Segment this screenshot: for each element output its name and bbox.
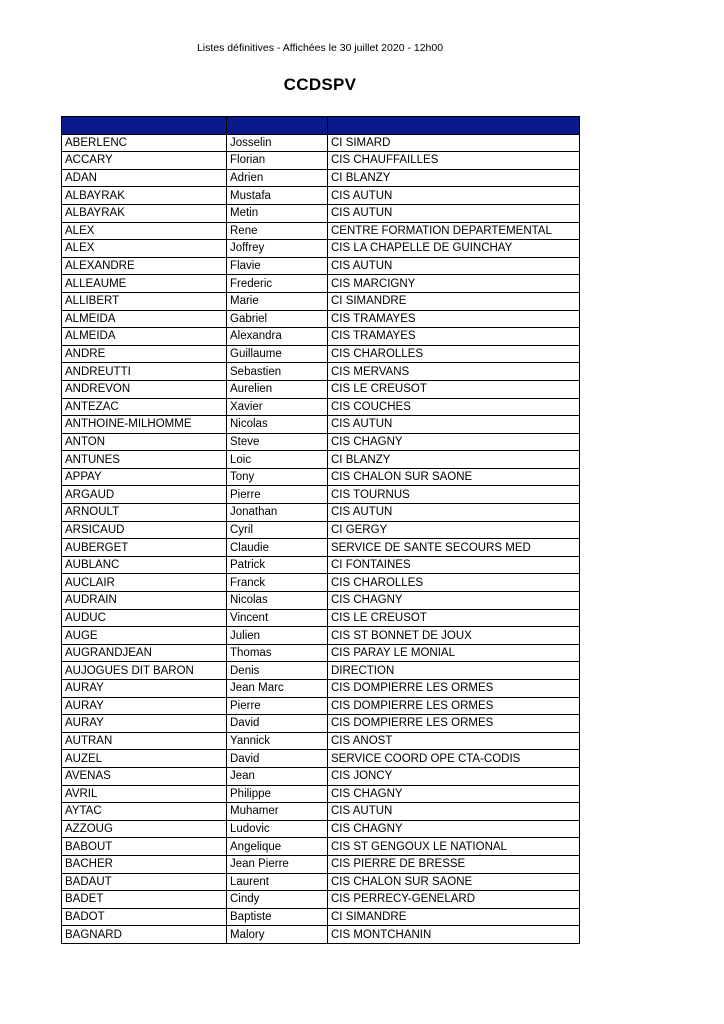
cell-service: CIS PARAY LE MONIAL (328, 644, 580, 662)
table-row (62, 803, 580, 821)
cell-service: CIS CHAROLLES (328, 574, 580, 592)
cell-prenom: Pierre (227, 486, 328, 504)
cell-nom: AUZEL (62, 750, 227, 768)
cell-service: CI SIMANDRE (328, 292, 580, 310)
cell-nom: AUTRAN (62, 732, 227, 750)
table-row (62, 732, 580, 750)
cell-nom: AUJOGUES DIT BARON (62, 662, 227, 680)
cell-prenom: David (227, 715, 328, 733)
cell-nom: ABERLENC (62, 134, 227, 152)
cell-service: CIS JONCY (328, 767, 580, 785)
table-row (62, 750, 580, 768)
table-row (62, 328, 580, 346)
table-row (62, 363, 580, 381)
cell-nom: BABOUT (62, 838, 227, 856)
cell-prenom: Mustafa (227, 187, 328, 205)
table-row (62, 187, 580, 205)
cell-service: CENTRE FORMATION DEPARTEMENTAL (328, 222, 580, 240)
cell-service: CIS CHAGNY (328, 433, 580, 451)
cell-nom: AUBLANC (62, 556, 227, 574)
cell-nom: AZZOUG (62, 820, 227, 838)
cell-prenom: Marie (227, 292, 328, 310)
table-row (62, 662, 580, 680)
table-row (62, 926, 580, 944)
table-row (62, 486, 580, 504)
cell-nom: ANTON (62, 433, 227, 451)
table-row (62, 785, 580, 803)
cell-prenom: Ludovic (227, 820, 328, 838)
cell-prenom: Cindy (227, 891, 328, 909)
cell-nom: BADOT (62, 908, 227, 926)
table-row (62, 169, 580, 187)
cell-nom: ALEX (62, 222, 227, 240)
cell-nom: AUDRAIN (62, 592, 227, 610)
cell-service: CIS DOMPIERRE LES ORMES (328, 697, 580, 715)
cell-prenom: Cyril (227, 521, 328, 539)
column-header-nom: Nom usuel (62, 117, 227, 135)
cell-service: CIS AUTUN (328, 257, 580, 275)
cell-service: CIS CHAUFFAILLES (328, 152, 580, 170)
cell-nom: ALEX (62, 240, 227, 258)
table-row (62, 292, 580, 310)
cell-service: CIS DOMPIERRE LES ORMES (328, 715, 580, 733)
cell-service: SERVICE DE SANTE SECOURS MED (328, 539, 580, 557)
roster-table (61, 116, 580, 944)
table-row (62, 838, 580, 856)
cell-service: CIS AUTUN (328, 204, 580, 222)
cell-service: DIRECTION (328, 662, 580, 680)
cell-prenom: Yannick (227, 732, 328, 750)
cell-nom: ANDREVON (62, 380, 227, 398)
cell-prenom: Flavie (227, 257, 328, 275)
cell-prenom: Nicolas (227, 416, 328, 434)
cell-prenom: Thomas (227, 644, 328, 662)
cell-nom: BAGNARD (62, 926, 227, 944)
cell-service: CI BLANZY (328, 169, 580, 187)
table-row (62, 855, 580, 873)
cell-prenom: Frederic (227, 275, 328, 293)
table-row (62, 873, 580, 891)
cell-service: CIS AUTUN (328, 504, 580, 522)
cell-service: CI SIMANDRE (328, 908, 580, 926)
page-title: CCDSPV (283, 75, 357, 94)
cell-nom: AURAY (62, 715, 227, 733)
cell-prenom: Steve (227, 433, 328, 451)
cell-prenom: Vincent (227, 609, 328, 627)
cell-service: CIS ANOST (328, 732, 580, 750)
table-row (62, 767, 580, 785)
cell-prenom: Gabriel (227, 310, 328, 328)
table-row (62, 204, 580, 222)
table-row (62, 820, 580, 838)
cell-service: CI SIMARD (328, 134, 580, 152)
cell-prenom: Franck (227, 574, 328, 592)
cell-nom: ARSICAUD (62, 521, 227, 539)
table-row (62, 556, 580, 574)
cell-service: CIS AUTUN (328, 187, 580, 205)
cell-service: CI FONTAINES (328, 556, 580, 574)
table-row (62, 539, 580, 557)
table-row (62, 521, 580, 539)
table-row (62, 891, 580, 909)
cell-service: CIS CHAGNY (328, 785, 580, 803)
table-row (62, 416, 580, 434)
cell-nom: AUBERGET (62, 539, 227, 557)
table-row (62, 380, 580, 398)
column-header-prenom: Prénom (227, 117, 328, 135)
cell-service: CIS MONTCHANIN (328, 926, 580, 944)
cell-prenom: Aurelien (227, 380, 328, 398)
table-row (62, 468, 580, 486)
cell-nom: BADAUT (62, 873, 227, 891)
cell-service: CIS MARCIGNY (328, 275, 580, 293)
table-row (62, 134, 580, 152)
cell-prenom: Xavier (227, 398, 328, 416)
cell-nom: ALMEIDA (62, 310, 227, 328)
cell-prenom: Patrick (227, 556, 328, 574)
cell-nom: ANTEZAC (62, 398, 227, 416)
roster-table-header (62, 117, 580, 135)
table-row (62, 644, 580, 662)
cell-nom: ANTUNES (62, 451, 227, 469)
cell-prenom: Laurent (227, 873, 328, 891)
table-row (62, 592, 580, 610)
cell-nom: ALMEIDA (62, 328, 227, 346)
cell-service: CIS AUTUN (328, 803, 580, 821)
cell-prenom: Angelique (227, 838, 328, 856)
cell-service: CI GERGY (328, 521, 580, 539)
cell-service: CIS TRAMAYES (328, 310, 580, 328)
cell-service: SERVICE COORD OPE CTA-CODIS (328, 750, 580, 768)
cell-nom: AUDUC (62, 609, 227, 627)
cell-service: CIS DOMPIERRE LES ORMES (328, 680, 580, 698)
cell-prenom: Jean Marc (227, 680, 328, 698)
cell-nom: AURAY (62, 680, 227, 698)
cell-prenom: Philippe (227, 785, 328, 803)
cell-service: CIS CHAGNY (328, 592, 580, 610)
cell-prenom: Rene (227, 222, 328, 240)
cell-prenom: Claudie (227, 539, 328, 557)
cell-nom: ALBAYRAK (62, 204, 227, 222)
cell-prenom: Josselin (227, 134, 328, 152)
cell-prenom: Nicolas (227, 592, 328, 610)
cell-nom: AVENAS (62, 767, 227, 785)
cell-nom: AVRIL (62, 785, 227, 803)
cell-service: CIS TRAMAYES (328, 328, 580, 346)
cell-prenom: Jean (227, 767, 328, 785)
table-row (62, 680, 580, 698)
table-row (62, 715, 580, 733)
table-row (62, 574, 580, 592)
cell-prenom: Denis (227, 662, 328, 680)
cell-service: CI BLANZY (328, 451, 580, 469)
cell-service: CIS LE CREUSOT (328, 380, 580, 398)
table-row (62, 345, 580, 363)
cell-service: CIS MERVANS (328, 363, 580, 381)
cell-service: CIS ST GENGOUX LE NATIONAL (328, 838, 580, 856)
table-row (62, 240, 580, 258)
cell-prenom: Tony (227, 468, 328, 486)
cell-prenom: Alexandra (227, 328, 328, 346)
cell-nom: ALEXANDRE (62, 257, 227, 275)
cell-nom: AURAY (62, 697, 227, 715)
cell-service: CIS ST BONNET DE JOUX (328, 627, 580, 645)
cell-prenom: Joffrey (227, 240, 328, 258)
cell-prenom: Malory (227, 926, 328, 944)
table-row (62, 310, 580, 328)
table-row (62, 398, 580, 416)
cell-prenom: Jean Pierre (227, 855, 328, 873)
page-subtitle: Listes définitives - Affichées le 30 juillet 2020 - 12h00 (196, 42, 444, 54)
cell-nom: ADAN (62, 169, 227, 187)
cell-nom: ALLEAUME (62, 275, 227, 293)
cell-service: CIS LA CHAPELLE DE GUINCHAY (328, 240, 580, 258)
cell-nom: AUGE (62, 627, 227, 645)
cell-service: CIS PIERRE DE BRESSE (328, 855, 580, 873)
cell-nom: ARNOULT (62, 504, 227, 522)
cell-nom: APPAY (62, 468, 227, 486)
cell-nom: AUCLAIR (62, 574, 227, 592)
cell-nom: ALBAYRAK (62, 187, 227, 205)
cell-nom: ANDREUTTI (62, 363, 227, 381)
table-row (62, 275, 580, 293)
cell-nom: ANDRE (62, 345, 227, 363)
cell-service: CIS TOURNUS (328, 486, 580, 504)
cell-prenom: Baptiste (227, 908, 328, 926)
cell-nom: AUGRANDJEAN (62, 644, 227, 662)
table-row (62, 257, 580, 275)
cell-nom: ARGAUD (62, 486, 227, 504)
cell-prenom: Adrien (227, 169, 328, 187)
cell-prenom: Jonathan (227, 504, 328, 522)
cell-prenom: David (227, 750, 328, 768)
table-row (62, 609, 580, 627)
cell-service: CIS PERRECY-GENELARD (328, 891, 580, 909)
table-row (62, 451, 580, 469)
table-row (62, 627, 580, 645)
cell-nom: ANTHOINE-MILHOMME (62, 416, 227, 434)
table-row (62, 433, 580, 451)
table-row (62, 504, 580, 522)
cell-nom: BACHER (62, 855, 227, 873)
header-row (62, 117, 580, 135)
cell-nom: AYTAC (62, 803, 227, 821)
cell-prenom: Metin (227, 204, 328, 222)
cell-nom: ACCARY (62, 152, 227, 170)
cell-prenom: Muhamer (227, 803, 328, 821)
cell-service: CIS COUCHES (328, 398, 580, 416)
cell-prenom: Loic (227, 451, 328, 469)
cell-prenom: Florian (227, 152, 328, 170)
table-row (62, 908, 580, 926)
cell-prenom: Pierre (227, 697, 328, 715)
table-row (62, 152, 580, 170)
cell-prenom: Julien (227, 627, 328, 645)
cell-service: CIS CHALON SUR SAONE (328, 873, 580, 891)
cell-nom: BADET (62, 891, 227, 909)
cell-nom: ALLIBERT (62, 292, 227, 310)
cell-prenom: Guillaume (227, 345, 328, 363)
column-header-service: Service affectation (328, 117, 580, 135)
table-row (62, 222, 580, 240)
cell-service: CIS CHALON SUR SAONE (328, 468, 580, 486)
cell-service: CIS CHAGNY (328, 820, 580, 838)
cell-service: CIS AUTUN (328, 416, 580, 434)
roster-table-body (62, 134, 580, 943)
cell-service: CIS CHAROLLES (328, 345, 580, 363)
table-row (62, 697, 580, 715)
cell-service: CIS LE CREUSOT (328, 609, 580, 627)
cell-prenom: Sebastien (227, 363, 328, 381)
